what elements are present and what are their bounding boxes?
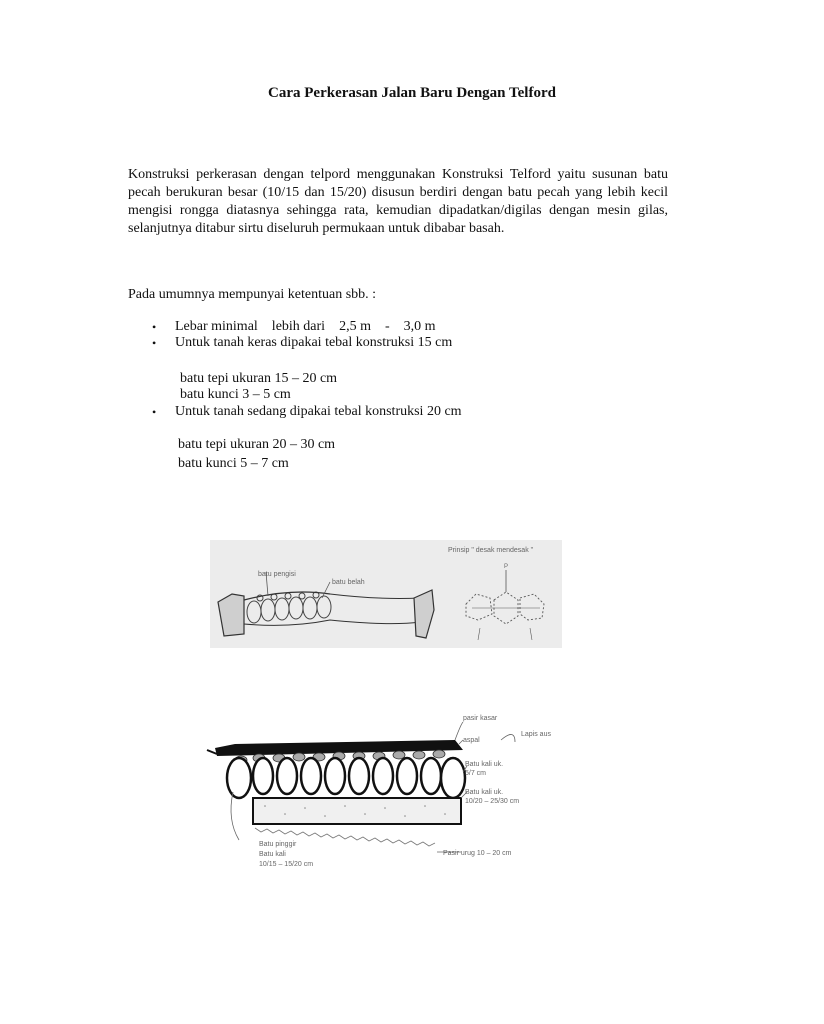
label-batu-kali-57-size: 5/7 cm (465, 770, 487, 777)
page-title: Cara Perkerasan Jalan Baru Dengan Telford (268, 85, 556, 101)
label-batu-kali-large-size: 10/20 – 25/30 cm (465, 798, 520, 805)
bullet-item-lebar: Lebar minimal lebih dari 2,5 m - 3,0 m (175, 319, 436, 334)
pavement-layers-figure (205, 710, 551, 880)
tanah-sedang-batu-kunci: batu kunci 5 – 7 cm (178, 456, 289, 471)
label-batu-kali-large: Batu kali uk. (465, 789, 504, 796)
large-stones (227, 758, 465, 798)
label-batu-pinggir-size: 10/15 – 15/20 cm (259, 861, 314, 868)
label-p: P (504, 564, 509, 570)
label-pasir-urug: Pasir urug 10 – 20 cm (443, 850, 512, 857)
bullet-marker: • (152, 336, 157, 350)
tanah-keras-batu-kunci: batu kunci 3 – 5 cm (180, 387, 291, 402)
label-batu-kali: Batu kali (259, 851, 286, 858)
tanah-keras-batu-tepi: batu tepi ukuran 15 – 20 cm (180, 371, 338, 386)
label-prinsip: Prinsip " desak mendesak " (448, 547, 534, 554)
sand-base-layer (253, 798, 461, 824)
bullet-item-tanah-keras: Untuk tanah keras dipakai tebal konstruksi 15 cm (175, 335, 453, 350)
label-batu-pinggir: Batu pinggir (259, 841, 297, 848)
telford-cross-section-figure (210, 540, 562, 648)
tanah-sedang-batu-tepi: batu tepi ukuran 20 – 30 cm (178, 437, 336, 452)
bullet-marker: • (152, 405, 157, 419)
label-batu-belah: batu belah (332, 579, 365, 586)
label-batu-pengisi: batu pengisi (258, 571, 296, 578)
bullet-marker: • (152, 320, 157, 334)
label-aspal: aspal (463, 737, 480, 744)
intro-text: Pada umumnya mempunyai ketentuan sbb. : (128, 287, 377, 302)
description-paragraph: Konstruksi perkerasan dengan telpord menggunakan Konstruksi Telford yaitu susunan batu pecah berukuran besar (10/15 dan 15/20) disusun berdiri dengan batu pecah yang lebih kecil mengisi rongga diatasnya sehingga rata, kemudian dipadatkan/digilas dengan mesin gilas, selanjutnya ditabur sirtu diseluruh permukaan untuk dibabar basah. (128, 167, 668, 236)
bullet-item-tanah-sedang: Untuk tanah sedang dipakai tebal konstruksi 20 cm (175, 404, 462, 419)
figure-background (210, 540, 562, 648)
label-batu-kali-57: Batu kali uk. (465, 761, 504, 768)
label-lapis-aus: Lapis aus (521, 731, 551, 738)
label-pasir-kasar: pasir kasar (463, 715, 498, 722)
